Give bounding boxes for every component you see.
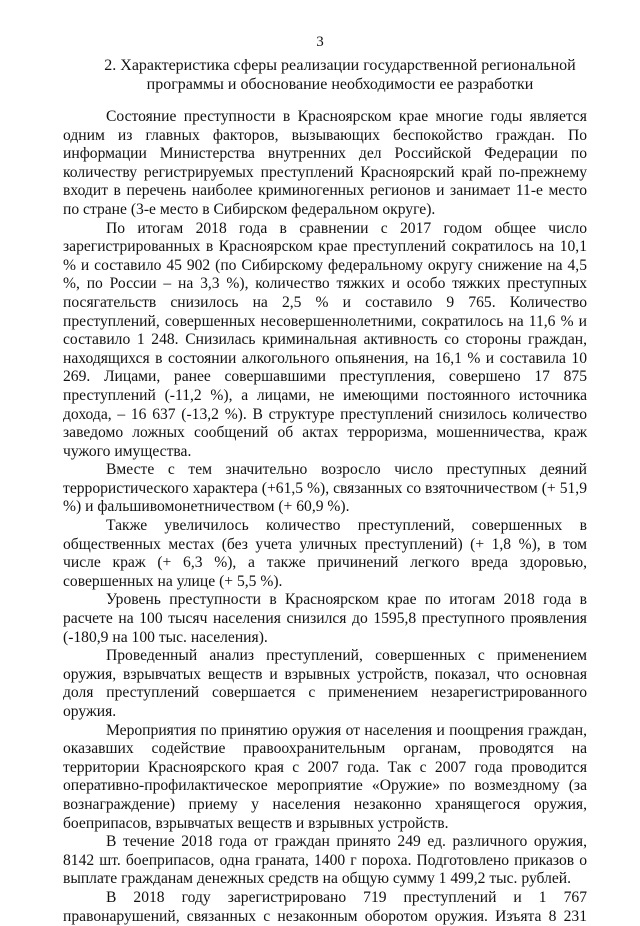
body-text: [63, 108, 587, 926]
paragraph-weapons-collected: В течение 2018 года от граждан принято 249 ед. различного оружия, 8142 шт. боеприпасов, одна граната, 1400 г пороха. Подготовлено приказов о выплате гражданам денежных средств на общую сумму 1 499,2 тыс. рублей.: [63, 833, 587, 888]
section-heading: 2. Характеристика сферы реализации государственной региональной программы и обоснование необходимости ее разработки: [104, 57, 576, 93]
paragraph-crime-level: Уровень преступности в Красноярском крае по итогам 2018 года в расчете на 100 тысяч населения снизился до 1595,8 преступного проявления (-180,9 на 100 тыс. населения).: [63, 591, 587, 646]
paragraph-weapons-program: Мероприятия по принятию оружия от населения и поощрения граждан, оказавших содействие правоохранительным органам, проводятся на территории Красноярского края с 2007 года. Так с 2007 года проводится оперативно-профилактическое мероприятие «Оружие» по возмездному (за вознаграждение) приему у населения незаконно хранящегося оружия, боеприпасов, взрывчатых веществ и взрывных устройств.: [63, 721, 587, 832]
paragraph-weapons-analysis: Проведенный анализ преступлений, совершенных с применением оружия, взрывчатых веществ и взрывных устройств, показал, что основная доля преступлений совершается с применением незарегистрированного оружия.: [63, 647, 587, 720]
paragraph-2018-results: По итогам 2018 года в сравнении с 2017 годом общее число зарегистрированных в Красноярском крае преступлений сократилось на 10,1 % и составило 45 902 (по Сибирскому федеральному округу снижение на 4,5 %, по России – на 3,3 %), количество тяжких и особо тяжких преступных посягательств снизилось на 2,5 % и составило 9 765. Количество преступлений, совершенных несовершеннолетними, сократилось на 11,6 % и составило 1 248. Снизилась криминальная активность со стороны граждан, находящихся в состоянии алкогольного опьянения, на 16,1 % и составила 10 269. Лицами, ранее совершавшими преступления, совершено 17 875 преступлений (-11,2 %), а лицами, не имеющими постоянного источника дохода, – 16 637 (-13,2 %). В структуре преступлений снизилось количество заведомо ложных сообщений об актах терроризма, мошенничества, краж чужого имущества.: [63, 219, 587, 460]
paragraph-public-places: Также увеличилось количество преступлений, совершенных в общественных местах (без учета уличных преступлений) (+ 1,8 %), в том числе краж (+ 6,3 %), а также причинений легкого вреда здоровью, совершенных на улице (+ 5,5 %).: [63, 517, 587, 590]
page-number: 3: [316, 34, 324, 50]
paragraph-crime-overview: Состояние преступности в Красноярском крае многие годы является одним из главных факторов, вызывающих беспокойство граждан. По информации Министерства внутренних дел Российской Федерации по количеству регистрируемых преступлений Красноярский край по-прежнему входит в перечень наиболее криминогенных регионов и занимает 11-е место по стране (3-е место в Сибирском федеральном округе).: [63, 108, 587, 218]
paragraph-weapons-offenses: В 2018 году зарегистрировано 719 преступлений и 1 767 правонарушений, связанных с незаконным оборотом оружия. Изъята 8 231: [63, 888, 587, 925]
paragraph-terrorism-growth: Вместе с тем значительно возросло число преступных деяний террористического характера (+61,5 %), связанных со взяточничеством (+ 51,9 %) и фальшивомонетничеством (+ 60,9 %).: [63, 461, 587, 516]
